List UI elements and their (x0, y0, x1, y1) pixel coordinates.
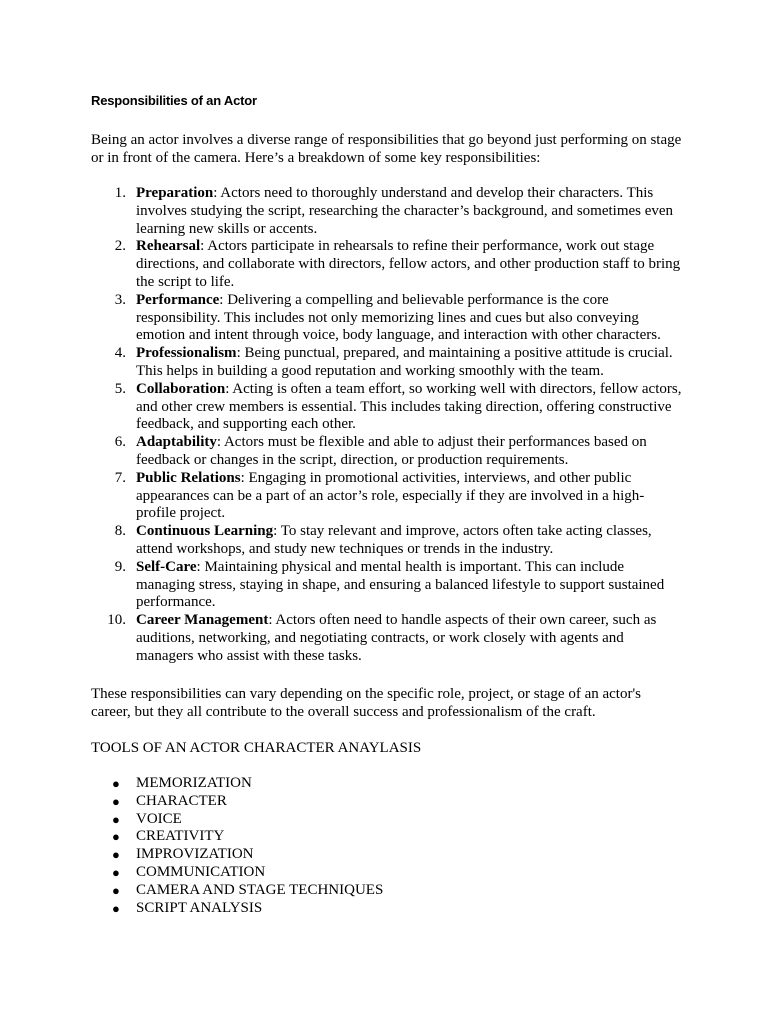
responsibility-text: : Acting is often a team effort, so working well with directors, fellow actors, and other crew members is essential. This includes taking direction, offering constructive feedback, and supporting each other. (136, 380, 682, 433)
tool-label: COMMUNICATION (136, 863, 266, 880)
responsibility-term: Preparation (136, 185, 214, 201)
list-number: 5. (114, 380, 126, 397)
responsibility-text: : Being punctual, prepared, and maintaining a positive attitude is crucial. This helps in building a good reputation and working smoothly with the team. (136, 345, 673, 379)
tool-item (91, 828, 683, 846)
list-number: 8. (114, 523, 126, 540)
tool-label: SCRIPT ANALYSIS (136, 899, 263, 916)
responsibility-item (91, 185, 683, 238)
responsibility-item (91, 345, 683, 381)
responsibility-item (91, 612, 683, 665)
tool-item (91, 900, 683, 918)
tool-label: MEMORIZATION (136, 775, 252, 791)
tools-list (91, 775, 683, 917)
bullet-icon: ● (112, 811, 120, 827)
intro-paragraph: Being an actor involves a diverse range of responsibilities that go beyond just performing on stage or in front of the camera. Here’s a breakdown of some key responsibilities: (91, 132, 682, 166)
bullet-icon: ● (112, 776, 120, 791)
bullet-icon: ● (112, 847, 120, 863)
responsibility-text: : Actors participate in rehearsals to refine their performance, work out stage directions, and collaborate with directors, fellow actors, and other production staff to bring the script to life. (136, 238, 681, 290)
bullet-icon: ● (112, 829, 120, 845)
responsibilities-list (91, 185, 683, 666)
tool-item (91, 846, 683, 864)
bullet-icon: ● (112, 793, 120, 809)
tool-label: VOICE (136, 810, 182, 827)
responsibility-term: Rehearsal (136, 238, 201, 255)
responsibility-text: : Actors often need to handle aspects of their own career, such as auditions, networking, and negotiating contracts, or work closely with agents and managers who assist with these tasks. (136, 612, 657, 664)
bullet-icon: ● (112, 864, 120, 880)
responsibility-item (91, 470, 683, 523)
responsibility-text: : Delivering a compelling and believable performance is the core responsibility. This includes not only memorizing lines and cues but also conveying emotion and intent through voice, body language, and interaction with other characters. (136, 291, 661, 344)
responsibility-item (91, 292, 683, 345)
closing-paragraph: These responsibilities can vary depending on the specific role, project, or stage of an actor's career, but they all contribute to the overall success and professionalism of the craft. (91, 686, 642, 720)
tool-label: IMPROVIZATION (136, 846, 254, 863)
tool-label: CREATIVITY (136, 828, 225, 845)
responsibility-text: : Engaging in promotional activities, interviews, and other public appearances can be a part of an actor’s role, especially if they are involved in a high-profile project. (136, 469, 645, 522)
list-number: 4. (114, 345, 126, 362)
responsibility-item (91, 238, 683, 291)
responsibility-item (91, 523, 683, 559)
list-number: 7. (114, 469, 126, 486)
responsibility-text: : Actors must be flexible and able to adjust their performances based on feedback or changes in the script, direction, or production requirements. (136, 434, 647, 468)
responsibility-term: Professionalism (136, 345, 237, 362)
document-title: Responsibilities of an Actor (91, 93, 257, 108)
tool-item (91, 793, 683, 811)
responsibility-text: : Maintaining physical and mental health is important. This can include managing stress, staying in shape, and ensuring a balanced lifestyle to support sustained performance. (136, 558, 665, 611)
tool-item (91, 864, 683, 882)
tool-item (91, 882, 683, 900)
list-number: 3. (114, 291, 126, 308)
responsibility-term: Self-Care (136, 558, 197, 575)
responsibility-text: : Actors need to thoroughly understand and develop their characters. This involves studying the script, researching the character’s background, and sometimes even learning new skills or accents. (136, 185, 674, 237)
bullet-icon: ● (112, 900, 120, 916)
responsibility-text: : To stay relevant and improve, actors often take acting classes, attend workshops, and study new techniques or trends in the industry. (136, 523, 652, 557)
tools-heading: TOOLS OF AN ACTOR CHARACTER ANAYLASIS (91, 740, 422, 756)
responsibility-term: Collaboration (136, 380, 226, 397)
tool-label: CAMERA AND STAGE TECHNIQUES (136, 881, 384, 898)
responsibility-term: Continuous Learning (136, 523, 274, 540)
responsibility-term: Performance (136, 291, 220, 308)
tool-item (91, 811, 683, 829)
list-number: 1. (114, 185, 126, 201)
tool-item (91, 775, 683, 793)
responsibility-item (91, 434, 683, 470)
tool-label: CHARACTER (136, 792, 227, 809)
responsibility-item (91, 559, 683, 612)
list-number: 2. (114, 238, 126, 255)
responsibility-term: Career Management (136, 612, 269, 629)
responsibility-term: Public Relations (136, 469, 241, 486)
list-number: 9. (114, 558, 126, 575)
responsibility-term: Adaptability (136, 434, 217, 451)
responsibility-item (91, 381, 683, 434)
bullet-icon: ● (112, 882, 120, 898)
list-number: 6. (114, 434, 126, 451)
list-number: 10. (107, 612, 126, 629)
